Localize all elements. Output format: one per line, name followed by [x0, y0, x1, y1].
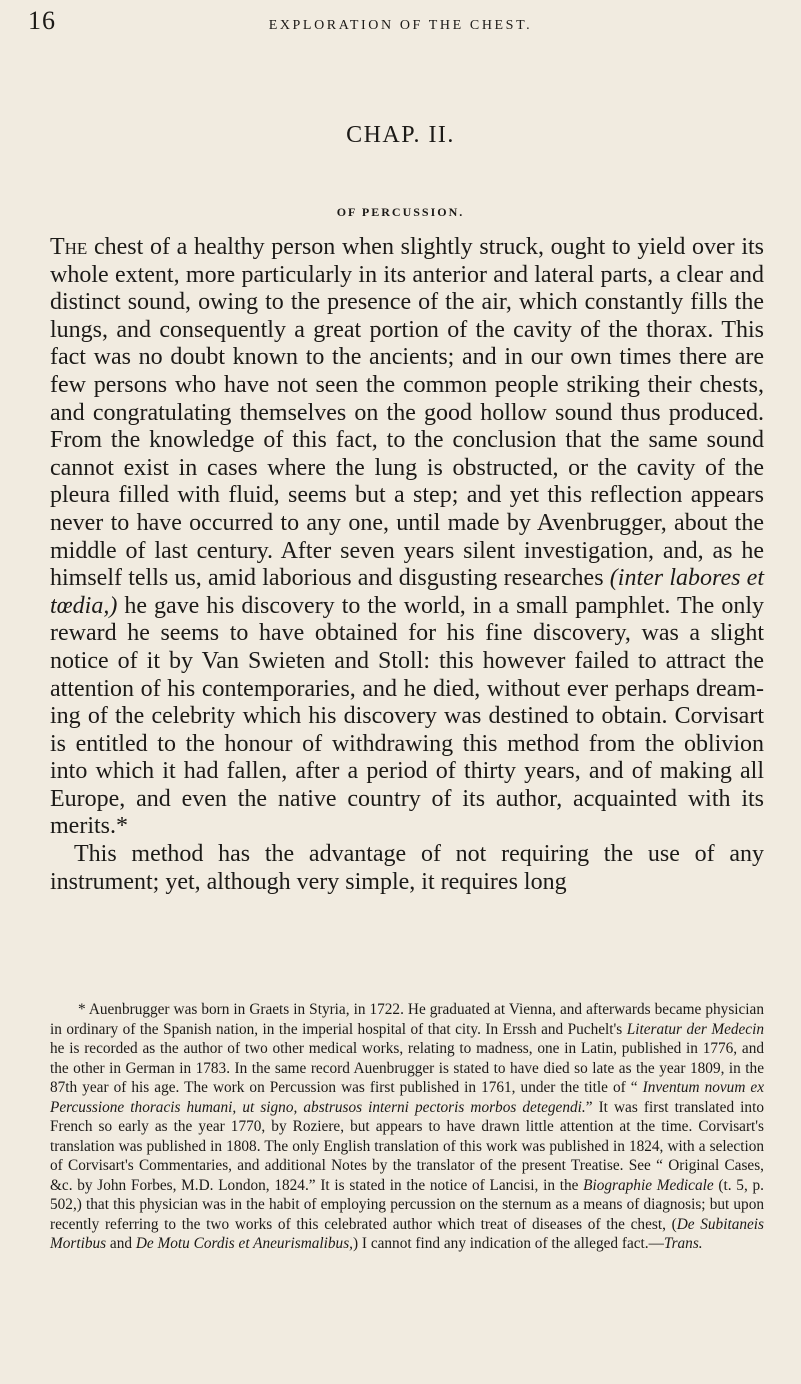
footnote-italic-3: Biographie Medicale: [583, 1176, 714, 1194]
footnote-italic-5: De Motu Cordis et Aneurismalibus,: [135, 1235, 353, 1252]
footnote-italic-2: Inventum novum ex Percussione thoracis humani, ut signo, abstrusos interni pectoris morbos detegendi.: [50, 1079, 764, 1116]
chapter-title: CHAP. II.: [346, 122, 455, 148]
footnote-part-5: and: [106, 1235, 136, 1252]
footnote: [50, 1000, 764, 1254]
footnote-italic-6: Trans.: [663, 1235, 703, 1252]
footnote-italic-4: De Subitaneis Mortibus: [50, 1215, 764, 1252]
footnote-part-3: ” It was first translated into French so early as the year 1770, by Roziere, but appears to have drawn little attention at the time. Corvisart's translation was published in 1808. The only English translation of this work was published in 1824, with a selection of Corvisart's Commentaries, and additional Notes by the translator of the present Treatise. See “ Original Cases, &c. by John Forbes, M.D. London, 1824.” It is stated in the notice of Lancisi, in the: [50, 1098, 764, 1194]
footnote-part-6: ) I cannot find any indication of the alleged fact.—: [352, 1235, 664, 1252]
footnote-part-1: * Auenbrugger was born in Graets in Styria, in 1722. He graduated at Vienna, and afterwards became physician in ordinary of the Spanish nation, in the imperial hospital of that city. In Erssh and Puchelt's: [50, 1001, 764, 1038]
footnote-italic-1: Literatur der Medecin: [626, 1020, 764, 1038]
footnote-part-2: he is recorded as the author of two other medical works, relating to madness, one in Latin, published in 1776, and the other in German in 1783. In the same record Auenbrugger is stated to have died so late as the year 1809, in the 87th year of his age. The work on Percussion was first published in 1761, under the title of “: [50, 1040, 764, 1096]
running-head: [28, 6, 773, 34]
body-paragraph-2: This method has the advantage of not requiring the use of any instrument; yet, although very simple, it requires long: [50, 841, 764, 895]
latin-phrase: (inter labores et tœdia,): [50, 565, 764, 619]
chapter-subtitle: OF PERCUSSION.: [336, 205, 465, 219]
body-paragraph-1b: he gave his discovery to the world, in a small pamphlet. The only reward he seems to have obtained for his fine discovery, was a slight notice of it by Van Swieten and Stoll: this however failed to attract the attention of his contemporaries, and he died, without ever perhaps dreaming of the celebrity which his discovery was destined to obtain. Corvisart is entitled to the honour of withdrawing this method from the oblivion into which it had fallen, after a period of thirty years, and of making all Europe, and even the native country of its author, acquainted with its merits.*: [50, 592, 764, 840]
body-text: [50, 234, 764, 896]
body-paragraph-1a: chest of a healthy person when slightly struck, ought to yield over its whole extent, more particularly in its anterior and lateral parts, a clear and distinct sound, owing to the presence of the air, which constantly fills the lungs, and consequently a great portion of the cavity of the thorax. This fact was no doubt known to the ancients; and in our own times there are few persons who have not seen the common people striking their chests, and congratulating themselves on the good hollow sound thus produced. From the knowledge of this fact, to the conclusion that the same sound cannot exist in cases where the lung is obstructed, or the cavity of the pleura filled with fluid, seems but a step; and yet this reflection appears never to have occurred to any one, until made by Avenbrugger, about the middle of last century. After seven years silent investigation, and, as he himself tells us, amid laborious and disgusting researches: [50, 234, 764, 592]
running-title: EXPLORATION OF THE CHEST.: [268, 18, 533, 33]
lead-word: The: [50, 234, 88, 260]
footnote-part-4: (t. 5, p. 502,) that this physician was in the habit of employing percussion on the sternum as a means of diagnosis; but upon recently referring to the two works of this celebrated author which treat of diseases of the chest, (: [50, 1176, 764, 1233]
page-number: 16: [28, 6, 56, 35]
